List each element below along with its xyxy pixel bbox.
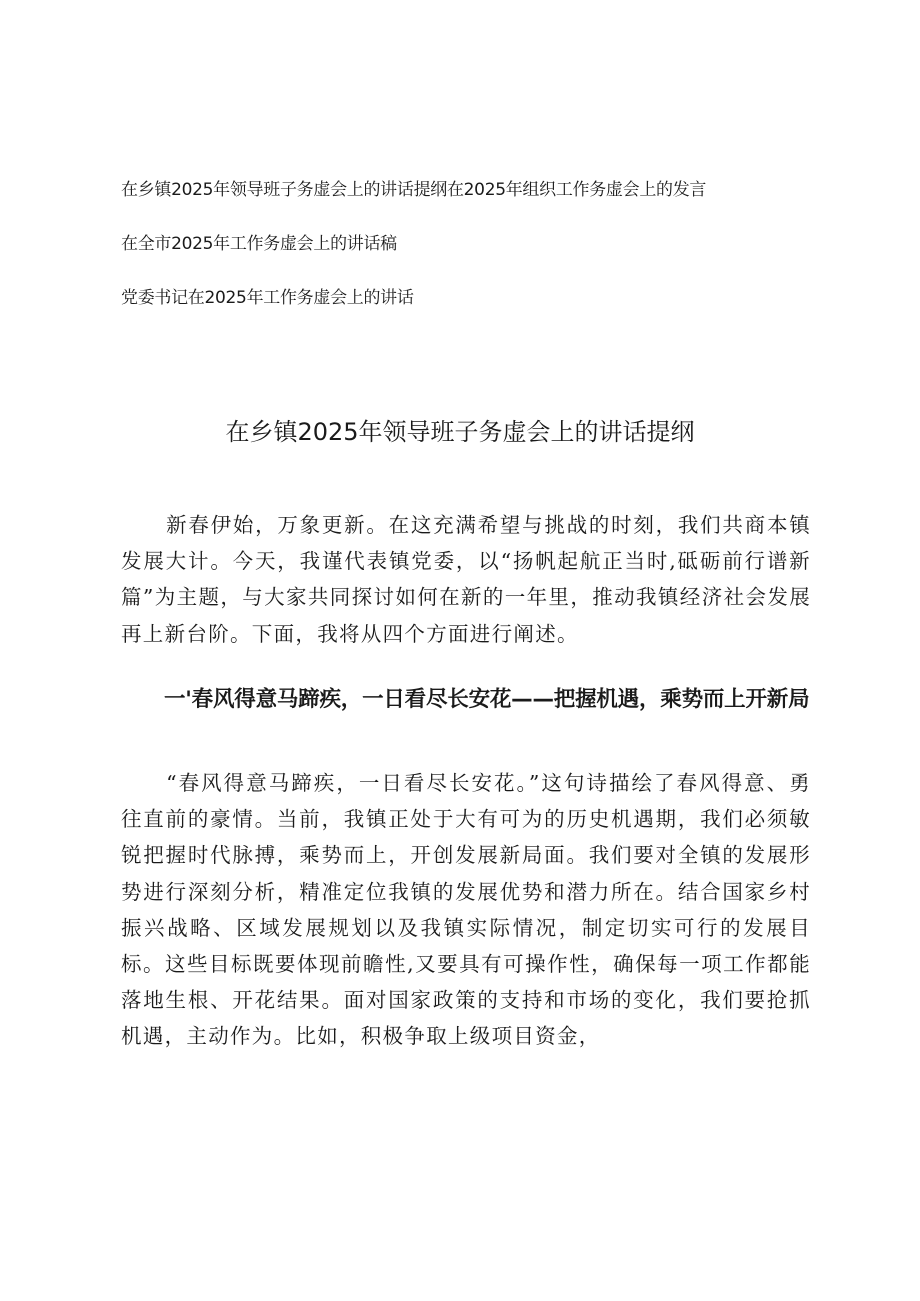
toc-item: 党委书记在2025年工作务虚会上的讲话 [121, 288, 414, 308]
table-of-contents [121, 176, 881, 338]
toc-item: 在全市2025年工作务虚会上的讲话稿 [121, 234, 397, 254]
section-heading: 一'春风得意马蹄疾，一日看尽长安花——把握机遇，乘势而上开新局 [164, 687, 810, 712]
section-paragraph: “春风得意马蹄疾，一日看尽长安花。”这句诗描绘了春风得意、勇往直前的豪情。当前，我镇正处于大有可为的历史机遇期，我们必须敏锐把握时代脉搏，乘势而上，开创发展新局面。我们要对全镇的发展形势进行深刻分析，精准定位我镇的发展优势和潜力所在。结合国家乡村振兴战略、区域发展规划以及我镇实际情况，制定切实可行的发展目标。这些目标既要体现前瞻性,又要具有可操作性，确保每一项工作都能落地生根、开花结果。面对国家政策的支持和市场的变化，我们要抢抓机遇，主动作为。比如，积极争取上级项目资金， [121, 771, 811, 1049]
intro-paragraph: 新春伊始，万象更新。在这充满希望与挑战的时刻，我们共商本镇发展大计。今天，我谨代表镇党委，以“扬帆起航正当时,砥砺前行谱新篇”为主题，与大家共同探讨如何在新的一年里，推动我镇经济社会发展再上新台阶。下面，我将从四个方面进行阐述。 [121, 513, 811, 646]
toc-item: 在乡镇2025年领导班子务虚会上的讲话提纲在2025年组织工作务虚会上的发言 [121, 180, 707, 200]
document-title: 在乡镇2025年领导班子务虚会上的讲话提纲 [225, 418, 695, 446]
